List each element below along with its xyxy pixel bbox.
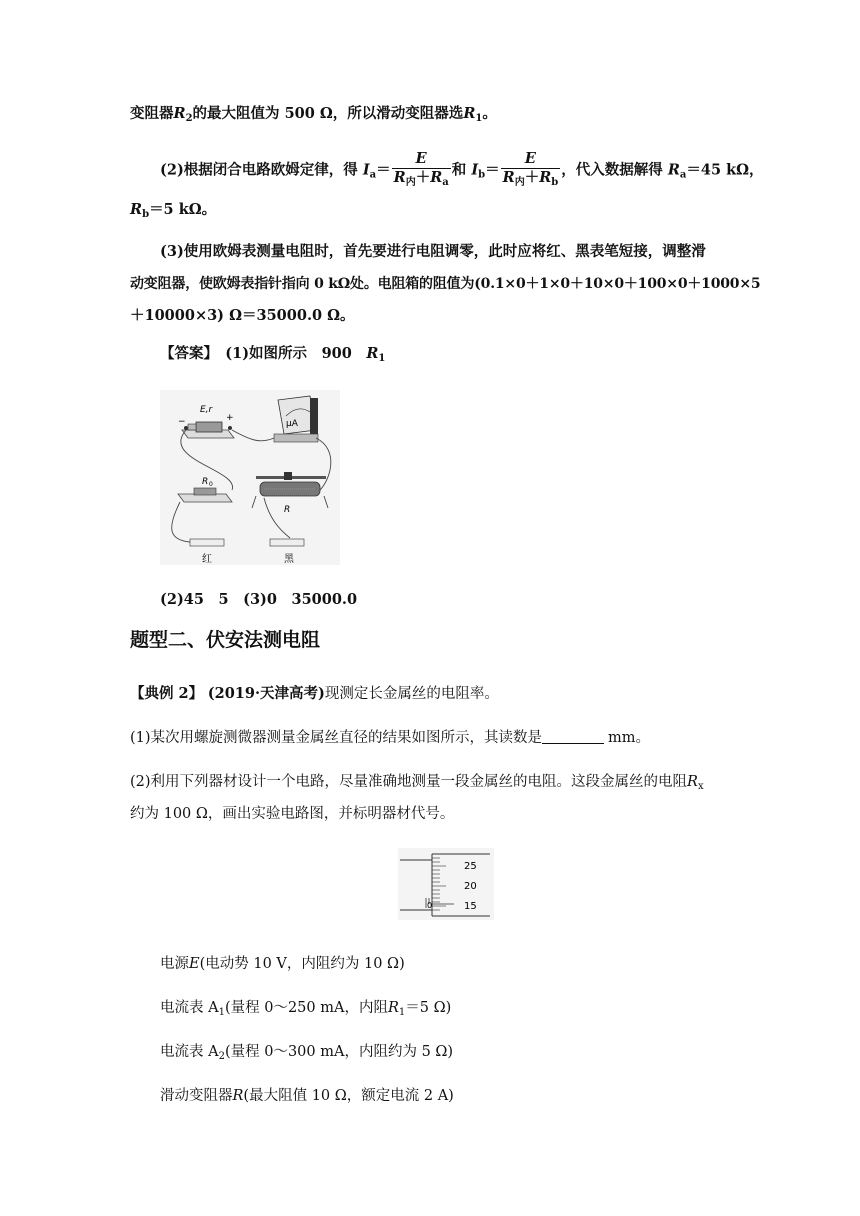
text-line: (3)使用欧姆表测量电阻时，首先要进行电阻调零，此时应将红、黑表笔短接，调整滑 — [160, 243, 706, 260]
minus-label: − — [178, 417, 186, 427]
fraction: $\frac{E}{R_内+R_a}$ — [393, 150, 449, 188]
answer-line-2: (2)45 5 (3)0 35000.0 — [160, 591, 358, 608]
question-1: (1)某次用螺旋测微器测量金属丝直径的结果如图所示，其读数是 mm。 — [130, 730, 651, 746]
question-2: (2)利用下列器材设计一个电路，尽量准确地测量一段金属丝的电阻。这段金属丝的电阻$R_x$ — [130, 774, 704, 792]
red-probe-label: 红 — [202, 554, 212, 565]
text-line: 动变阻器，使欧姆表指针指向 0 kΩ处。电阻箱的阻值为(0.1×0＋1×0＋10×0＋100×0＋1000×5 — [130, 276, 761, 292]
fraction: $\frac{E}{R_内+R_b}$ — [502, 150, 559, 188]
answer-blank — [542, 729, 604, 744]
black-probe-label: 黑 — [284, 554, 294, 565]
section-title: 题型二、伏安法测电阻 — [130, 629, 321, 651]
svg-text:0: 0 — [209, 481, 213, 488]
question-2-cont: 约为 100 Ω，画出实验电路图，并标明器材代号。 — [130, 806, 455, 822]
equipment-item: 电流表 $A_2$(量程 0～300 mA，内阻约为 5 Ω) — [160, 1044, 454, 1062]
formula-line: (2)根据闭合电路欧姆定律，得 $I_a=$ $\frac{E}{R_内+R_a}$ 和 $I_b=$ $\frac{E}{R_内+R_b}$ ，代入数据解得 $R_a=45$ kΩ， — [160, 150, 764, 188]
thimble-label-25: 25 — [464, 861, 477, 872]
plus-label: + — [226, 413, 234, 423]
equipment-item: 滑动变阻器R(最大阻值 10 Ω，额定电流 2 A) — [160, 1088, 454, 1104]
text-line: $R_b=5$ kΩ。 — [130, 201, 217, 220]
text-line: 变阻器$R_2$的最大阻值为 500 Ω，所以滑动变阻器选$R_1$。 — [130, 105, 497, 124]
thimble-label-20: 20 — [464, 881, 477, 892]
example-line: 【典例 2】 (2019·天津高考)现测定长金属丝的电阻率。 — [130, 685, 499, 702]
thimble-label-15: 15 — [464, 901, 477, 912]
main-scale-zero: 0 — [427, 901, 433, 910]
r0-label: R — [202, 477, 209, 487]
text-line: ＋10000×3) Ω＝35000.0 Ω。 — [130, 307, 355, 324]
circuit-figure — [160, 390, 340, 565]
meter-label: μA — [286, 419, 298, 429]
equipment-item: 电流表 $A_1$(量程 0～250 mA，内阻$R_1=5$ Ω) — [160, 1000, 452, 1018]
battery-label: E,r — [200, 405, 213, 415]
rheostat-label: R — [284, 505, 291, 515]
answer-line: 【答案】 (1)如图所示 900 $R_1$ — [160, 345, 386, 364]
equipment-item: 电源E(电动势 10 V，内阻约为 10 Ω) — [160, 956, 405, 972]
micrometer-figure — [398, 848, 494, 920]
